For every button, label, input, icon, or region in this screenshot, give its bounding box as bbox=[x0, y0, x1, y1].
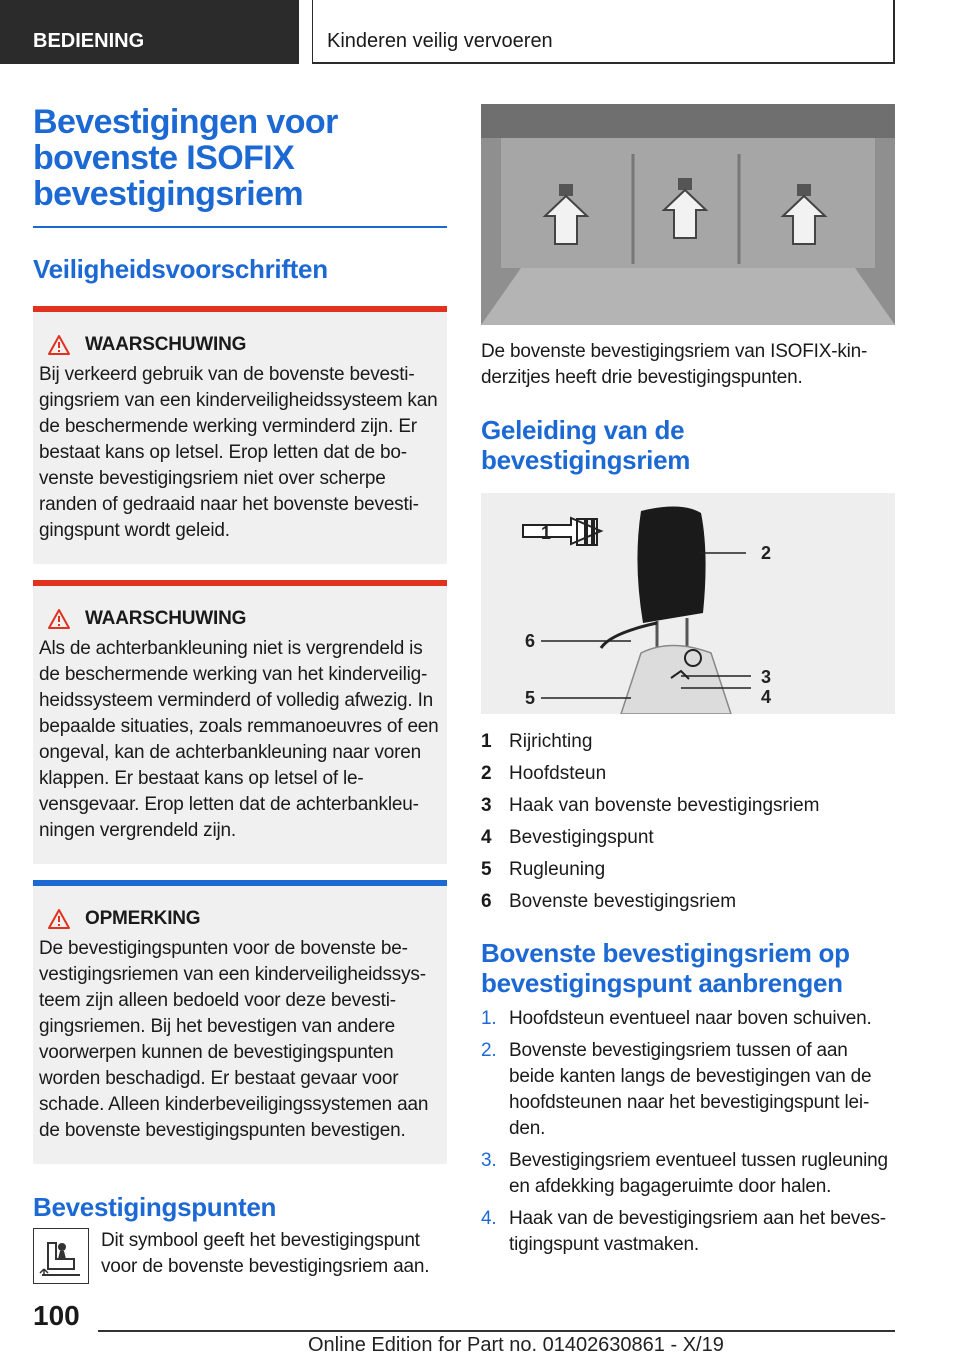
legend-number: 6 bbox=[481, 891, 492, 912]
footer-divider bbox=[98, 1330, 895, 1332]
diagram-label-1: 1 bbox=[541, 523, 552, 543]
step-item bbox=[481, 1006, 895, 1032]
diagram-label-3: 3 bbox=[761, 667, 772, 687]
symbol-description: Dit symbool geeft het bevestigingspunt voor de bovenste bevestigingsriem aan. bbox=[101, 1230, 430, 1277]
warning-triangle-icon bbox=[47, 334, 71, 356]
warning-triangle-icon bbox=[47, 908, 71, 930]
legend-text: Bovenste bevestigingsriem bbox=[509, 891, 737, 912]
diagram-legend bbox=[481, 726, 895, 918]
section-title-safety: Veiligheidsvoorschriften bbox=[33, 254, 328, 284]
header-chapter bbox=[312, 0, 895, 64]
diagram-label-5: 5 bbox=[525, 688, 536, 708]
warning-header bbox=[47, 606, 441, 632]
right-column bbox=[481, 104, 895, 1264]
legend-text: Bevestigingspunt bbox=[509, 827, 654, 848]
warning-triangle-icon bbox=[47, 608, 71, 630]
diagram-label-4: 4 bbox=[761, 687, 772, 707]
legend-text: Haak van bovenste bevestigingsriem bbox=[509, 795, 820, 816]
step-number: 3. bbox=[481, 1150, 497, 1171]
legend-number: 2 bbox=[481, 763, 492, 784]
warning-box-1 bbox=[33, 306, 447, 564]
step-list bbox=[481, 1006, 895, 1258]
step-number: 4. bbox=[481, 1208, 497, 1229]
warning-header bbox=[47, 332, 441, 358]
footer-edition: Online Edition for Part no. 01402630861 - X/19 bbox=[308, 1334, 724, 1356]
legend-item bbox=[481, 854, 895, 886]
header-section-label: BEDIENING bbox=[33, 30, 145, 52]
legend-item bbox=[481, 886, 895, 918]
warning-box-2 bbox=[33, 580, 447, 864]
step-text: Hoofdsteun eventueel naar boven schuiven. bbox=[509, 1008, 872, 1029]
step-number: 1. bbox=[481, 1008, 497, 1029]
step-item bbox=[481, 1148, 895, 1200]
title-divider bbox=[33, 226, 447, 228]
legend-item bbox=[481, 726, 895, 758]
legend-item bbox=[481, 822, 895, 854]
headrest-diagram bbox=[481, 493, 895, 714]
legend-item bbox=[481, 790, 895, 822]
isofix-symbol-icon bbox=[33, 1228, 89, 1284]
step-text: Haak van de bevestigingsriem aan het bevestigingspunt vastmaken. bbox=[509, 1208, 887, 1255]
header-chapter-label: Kinderen veilig vervoeren bbox=[327, 30, 553, 52]
section-title-routing: Geleiding van de bevestigingsriem bbox=[481, 415, 691, 475]
warning-label: WAARSCHUWING bbox=[85, 334, 247, 355]
note-header bbox=[47, 906, 441, 932]
legend-number: 4 bbox=[481, 827, 492, 848]
diagram-label-6: 6 bbox=[525, 631, 536, 651]
diagram-label-2: 2 bbox=[761, 543, 772, 563]
legend-item bbox=[481, 758, 895, 790]
legend-number: 1 bbox=[481, 731, 492, 752]
step-item bbox=[481, 1038, 895, 1142]
step-text: Bevestigingsriem eventueel tussen rugleuning en afdekking bagageruimte door halen. bbox=[509, 1150, 888, 1197]
cargo-area-photo bbox=[481, 104, 895, 325]
step-number: 2. bbox=[481, 1040, 497, 1061]
section-title-attach: Bovenste bevestigingsriem op bevestigingspunt aanbrengen bbox=[481, 938, 850, 998]
warning-text: Als de achterbankleuning niet is vergrendeld is de beschermende werking van het kinderveiligheidssysteem verminderd of volledig afwezig. In bepaalde situaties, zoals remmanoeuvres of een ongeval, kan de achterbankleuning naar voren klappen. Er bestaat kans op letsel of levensgevaar. Erop letten dat de achterbankleuningen vergrendeld zijn. bbox=[39, 638, 439, 841]
legend-number: 3 bbox=[481, 795, 492, 816]
warning-text: Bij verkeerd gebruik van de bovenste bevestigingsriem van een kinderveiligheidssysteem kan de beschermende werking verminderd zijn. Er bestaat kans op letsel. Erop letten dat de bovenste bevestigingsriem niet over scherpe randen of gedraaid naar het bovenste bevestigingspunt wordt geleid. bbox=[39, 364, 438, 541]
note-box bbox=[33, 880, 447, 1164]
note-text: De bevestigingspunten voor de bovenste bevestigingsriemen van een kinderveiligheidssysteem zijn alleen bedoeld voor deze bevestigingsriemen. Bij het bevestigen van andere voorwerpen kunnen de bevestigingspunten worden beschadigd. Er bestaat gevaar voor schade. Alleen kinderbeveiligingssystemen aan de bovenste bevestigingspunten bevestigen. bbox=[39, 938, 429, 1141]
legend-text: Rugleuning bbox=[509, 859, 606, 880]
warning-label: WAARSCHUWING bbox=[85, 608, 247, 629]
symbol-row bbox=[33, 1228, 447, 1284]
photo-caption: De bovenste bevestigingsriem van ISOFIX-kinderzitjes heeft drie bevestigingspunten. bbox=[481, 341, 868, 388]
page-title: Bevestigingen voor bovenste ISOFIX bevestigingsriem bbox=[33, 103, 338, 213]
legend-text: Hoofdsteun bbox=[509, 763, 607, 784]
page-number: 100 bbox=[33, 1300, 80, 1331]
step-item bbox=[481, 1206, 895, 1258]
legend-number: 5 bbox=[481, 859, 492, 880]
header-section bbox=[0, 0, 299, 64]
section-title-anchor-points: Bevestigingspunten bbox=[33, 1192, 277, 1222]
note-label: OPMERKING bbox=[85, 908, 201, 929]
step-text: Bovenste bevestigingsriem tussen of aan beide kanten langs de bevestigingen van de hoofdsteunen naar het bevestigingspunt leiden. bbox=[509, 1040, 872, 1139]
left-column bbox=[33, 104, 447, 1284]
legend-text: Rijrichting bbox=[509, 731, 593, 752]
